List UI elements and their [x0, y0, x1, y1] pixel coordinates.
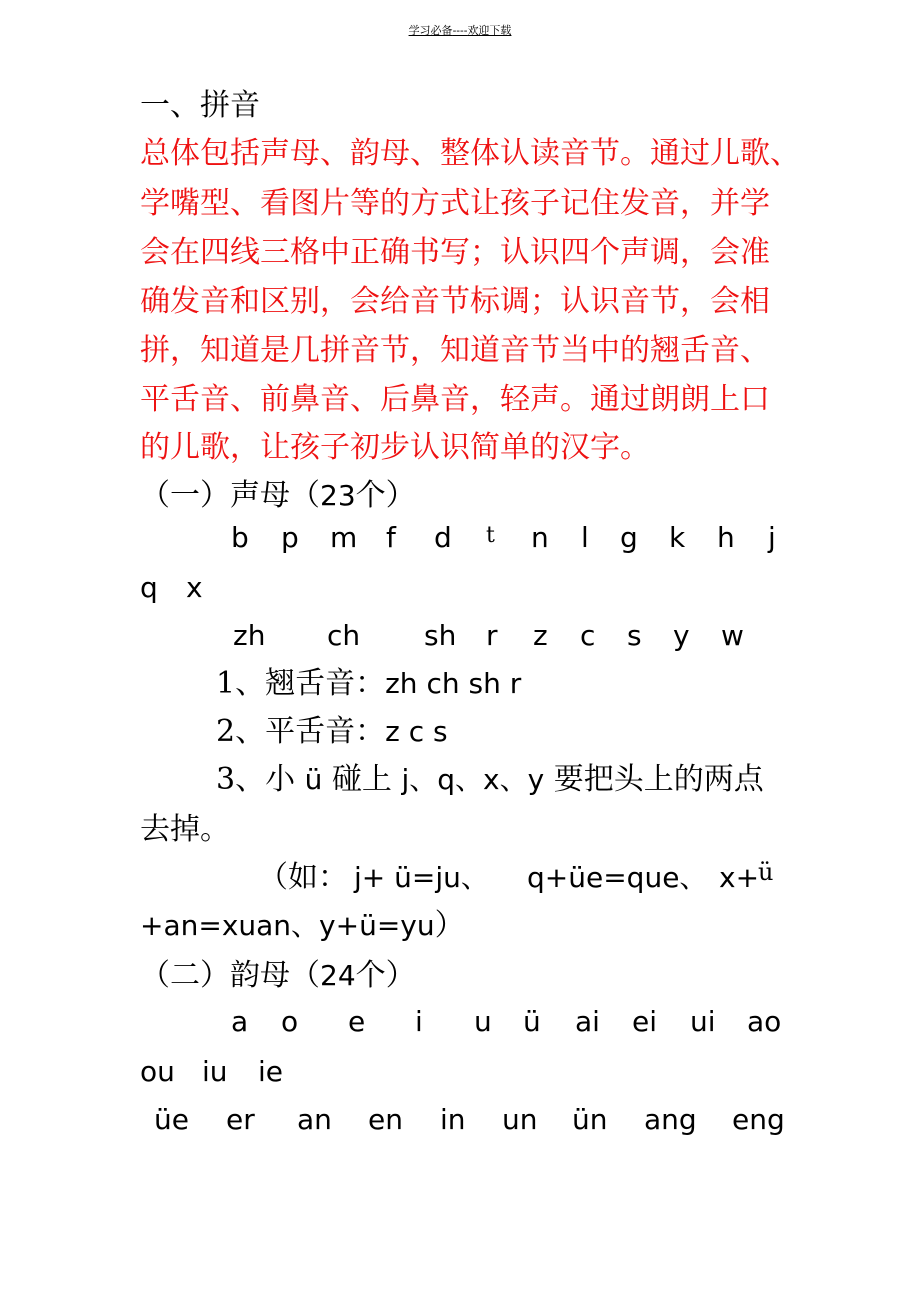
final-letter: ün	[572, 1103, 608, 1136]
initial-letter: h	[717, 521, 735, 554]
example-ju: j+ ü=ju、	[354, 861, 489, 894]
rule-u-text: 要把头上的两点	[553, 762, 764, 797]
header-right: 欢迎下载	[467, 24, 512, 37]
rule-u-letter: ü	[304, 763, 323, 796]
initial-letter: z	[533, 619, 548, 652]
final-letter: in	[440, 1103, 466, 1136]
rule-retroflex-value: zh ch sh r	[385, 667, 522, 700]
example-continuation: +an=xuan、y+ü=yu	[140, 909, 435, 942]
final-letter: eng	[732, 1103, 785, 1136]
initial-letter: sh	[424, 619, 457, 652]
section-title: 一、拼音	[140, 88, 260, 123]
final-letter: ü	[523, 1005, 541, 1038]
finals-row-2	[0, 1050, 920, 1094]
final-letter: ei	[632, 1005, 658, 1038]
final-letter: ui	[690, 1005, 716, 1038]
page-header	[0, 24, 920, 38]
initial-letter: s	[627, 619, 642, 652]
intro-line: 总体包括声母、韵母、整体认读音节。通过儿歌、	[140, 136, 800, 171]
rule-u-letters: j、q、x、y	[401, 763, 545, 796]
final-letter: e	[348, 1005, 366, 1038]
initials-heading-prefix: （一）声母（	[140, 478, 320, 513]
finals-count: 24	[320, 959, 356, 992]
example-close: ）	[434, 908, 465, 943]
intro-line: 平舌音、前鼻音、后鼻音，轻声。通过朗朗上口	[140, 382, 770, 417]
header-left: 学习必备	[408, 24, 453, 37]
initial-letter: q	[140, 571, 158, 604]
initial-letter: d	[434, 521, 452, 554]
final-letter: ang	[644, 1103, 697, 1136]
final-letter: er	[226, 1103, 255, 1136]
intro-line: 拼，知道是几拼音节，知道音节当中的翘舌音、	[140, 333, 770, 368]
initial-letter: y	[673, 619, 690, 652]
initial-letter: t	[486, 523, 495, 548]
rule-flat-tongue-label: 2、平舌音：	[216, 714, 386, 749]
initial-letter: p	[281, 521, 299, 554]
final-letter: üe	[154, 1103, 189, 1136]
rule-flat-tongue	[216, 710, 448, 754]
final-letter: a	[231, 1005, 249, 1038]
example-open: （如：	[258, 860, 348, 895]
final-letter: iu	[202, 1055, 228, 1088]
rule-u-continuation: 去掉。	[140, 812, 230, 847]
final-letter: un	[502, 1103, 538, 1136]
initial-letter: j	[768, 521, 776, 554]
initials-row-3	[0, 614, 920, 658]
initials-heading	[140, 474, 416, 518]
rule-u-umlaut	[216, 758, 764, 802]
final-letter: ou	[140, 1055, 175, 1088]
final-letter: ai	[575, 1005, 600, 1038]
rule-u-text: 碰上	[331, 762, 392, 797]
initials-count: 23	[320, 479, 356, 512]
finals-row-3	[0, 1098, 920, 1142]
final-letter: ie	[258, 1055, 284, 1088]
example-xuan-u: ü	[758, 858, 774, 886]
final-letter: o	[281, 1005, 299, 1038]
initial-letter: w	[721, 619, 744, 652]
intro-line: 确发音和区别，会给音节标调；认识音节，会相	[140, 284, 770, 319]
initial-letter: r	[486, 619, 498, 652]
intro-line: 会在四线三格中正确书写；认识四个声调，会准	[140, 235, 770, 270]
initial-letter: b	[231, 521, 249, 554]
final-letter: an	[297, 1103, 332, 1136]
rule-retroflex	[216, 662, 521, 706]
initial-letter: f	[386, 521, 396, 554]
header-separator: ----	[452, 24, 468, 37]
intro-line: 的儿歌，让孩子初步认识简单的汉字。	[140, 430, 650, 465]
examples-line-1	[0, 856, 920, 900]
examples-line-2	[140, 904, 465, 948]
initials-row-2	[0, 566, 920, 610]
rule-u-text: 3、小	[216, 762, 296, 797]
rule-retroflex-label: 1、翘舌音：	[216, 666, 386, 701]
initial-letter: m	[330, 521, 358, 554]
initial-letter: zh	[233, 619, 266, 652]
final-letter: ao	[747, 1005, 782, 1038]
initials-row-1	[0, 516, 920, 560]
initials-heading-suffix: 个）	[355, 478, 416, 513]
initial-letter: x	[186, 571, 203, 604]
finals-row-1	[0, 1000, 920, 1044]
initial-letter: c	[580, 619, 596, 652]
example-que: q+üe=que、	[527, 861, 708, 894]
example-xuan-start: x+	[719, 861, 760, 894]
finals-heading-suffix: 个）	[355, 958, 416, 993]
finals-heading-prefix: （二）韵母（	[140, 958, 320, 993]
final-letter: u	[474, 1005, 492, 1038]
finals-heading	[140, 954, 416, 998]
rule-flat-tongue-value: z c s	[385, 715, 448, 748]
initial-letter: g	[620, 521, 638, 554]
initial-letter: l	[581, 521, 589, 554]
final-letter: en	[368, 1103, 403, 1136]
initial-letter: n	[531, 521, 549, 554]
intro-line: 学嘴型、看图片等的方式让孩子记住发音，并学	[140, 186, 770, 221]
initial-letter: ch	[327, 619, 361, 652]
initial-letter: k	[669, 521, 686, 554]
final-letter: i	[415, 1005, 423, 1038]
